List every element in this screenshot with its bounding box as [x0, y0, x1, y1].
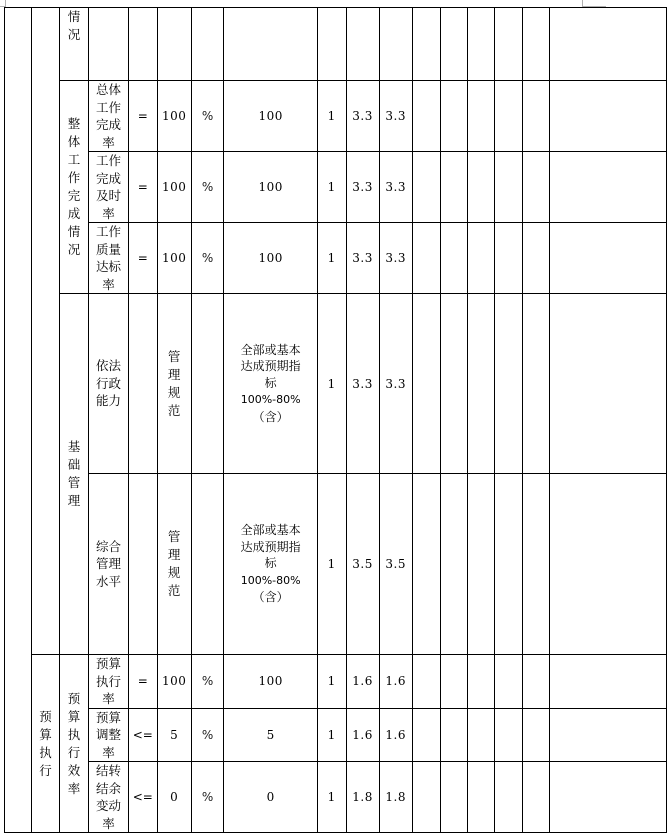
empty-cell: [440, 474, 467, 655]
score-max-cell: 1.6: [346, 708, 379, 762]
score-max-cell: 3.3: [346, 152, 379, 223]
empty-cell: [494, 81, 522, 152]
empty-cell: [494, 474, 522, 655]
level3-cell: 整体工作完成情况: [60, 81, 89, 294]
standard-cell: 全部或基本达成预期指标 100%-80% （含）: [224, 294, 318, 474]
level3-cell: 情况: [60, 8, 89, 81]
unit-cell: %: [191, 708, 223, 762]
indicator-cell: 综合管理水平: [88, 474, 128, 655]
page-corner-mark-right: [582, 0, 606, 7]
direction-cell: [129, 474, 157, 655]
score-max-cell: 1.6: [346, 655, 379, 709]
standard-cell: 100: [224, 152, 318, 223]
unit-cell: [191, 294, 223, 474]
empty-cell: [522, 152, 549, 223]
empty-cell: [522, 8, 549, 81]
indicator-cell: [88, 8, 128, 81]
empty-cell: [467, 8, 494, 81]
unit-cell: %: [191, 762, 223, 833]
level3-cell: 基础管理: [60, 294, 89, 655]
standard-cell: [224, 8, 318, 81]
standard-cell: 5: [224, 708, 318, 762]
performance-evaluation-table: [4, 7, 667, 833]
direction-cell: =: [129, 655, 157, 709]
empty-cell: [522, 294, 549, 474]
table-row: [5, 655, 667, 709]
remark-cell: [549, 294, 666, 474]
empty-cell: [494, 708, 522, 762]
empty-cell: [412, 655, 440, 709]
empty-cell: [440, 655, 467, 709]
empty-cell: [467, 655, 494, 709]
table-row: [5, 294, 667, 474]
empty-cell: [440, 223, 467, 294]
value-cell: 5: [157, 708, 191, 762]
remark-cell: [549, 81, 666, 152]
table-row: [5, 474, 667, 655]
standard-cell: 全部或基本达成预期指标 100%-80% （含）: [224, 474, 318, 655]
value-cell: 100: [157, 223, 191, 294]
empty-cell: [467, 708, 494, 762]
indicator-cell: 总体工作完成率: [88, 81, 128, 152]
weight-cell: 1: [317, 152, 346, 223]
weight-cell: 1: [317, 294, 346, 474]
empty-cell: [522, 474, 549, 655]
direction-cell: <=: [129, 762, 157, 833]
indicator-cell: 工作质量达标率: [88, 223, 128, 294]
table-row: [5, 708, 667, 762]
value-cell: 100: [157, 81, 191, 152]
empty-cell: [412, 152, 440, 223]
empty-cell: [467, 474, 494, 655]
score-cell: 1.6: [379, 655, 412, 709]
indicator-cell: 工作完成及时率: [88, 152, 128, 223]
unit-cell: [191, 8, 223, 81]
weight-cell: [317, 8, 346, 81]
remark-cell: [549, 8, 666, 81]
score-cell: 3.3: [379, 81, 412, 152]
direction-cell: <=: [129, 708, 157, 762]
level1-cell: [5, 8, 32, 833]
level3-cell: 预算执行效率: [60, 655, 89, 833]
empty-cell: [494, 8, 522, 81]
weight-cell: 1: [317, 762, 346, 833]
empty-cell: [440, 294, 467, 474]
direction-cell: =: [129, 223, 157, 294]
weight-cell: 1: [317, 708, 346, 762]
value-cell: 0: [157, 762, 191, 833]
unit-cell: %: [191, 655, 223, 709]
empty-cell: [412, 762, 440, 833]
direction-cell: [129, 294, 157, 474]
table-row: [5, 223, 667, 294]
empty-cell: [494, 294, 522, 474]
score-max-cell: 3.3: [346, 223, 379, 294]
score-cell: 3.5: [379, 474, 412, 655]
unit-cell: %: [191, 152, 223, 223]
score-max-cell: 3.3: [346, 81, 379, 152]
indicator-cell: 预算调整率: [88, 708, 128, 762]
empty-cell: [494, 655, 522, 709]
remark-cell: [549, 474, 666, 655]
weight-cell: 1: [317, 474, 346, 655]
weight-cell: 1: [317, 223, 346, 294]
table-row: [5, 152, 667, 223]
page-corner-mark-left: [0, 0, 6, 7]
unit-cell: [191, 474, 223, 655]
remark-cell: [549, 655, 666, 709]
empty-cell: [522, 223, 549, 294]
empty-cell: [494, 152, 522, 223]
empty-cell: [467, 294, 494, 474]
indicator-cell: 依法行政能力: [88, 294, 128, 474]
value-cell: [157, 8, 191, 81]
indicator-cell: 预算执行率: [88, 655, 128, 709]
table-row: [5, 762, 667, 833]
empty-cell: [467, 152, 494, 223]
remark-cell: [549, 762, 666, 833]
empty-cell: [440, 81, 467, 152]
direction-cell: =: [129, 152, 157, 223]
empty-cell: [522, 708, 549, 762]
value-cell: 管理规范: [157, 294, 191, 474]
weight-cell: 1: [317, 655, 346, 709]
score-max-cell: 1.8: [346, 762, 379, 833]
direction-cell: =: [129, 81, 157, 152]
empty-cell: [522, 81, 549, 152]
remark-cell: [549, 223, 666, 294]
level2-cell: [32, 8, 60, 655]
empty-cell: [412, 294, 440, 474]
table-row: [5, 8, 667, 81]
empty-cell: [522, 762, 549, 833]
empty-cell: [467, 762, 494, 833]
score-cell: 1.6: [379, 708, 412, 762]
score-cell: 3.3: [379, 223, 412, 294]
empty-cell: [522, 655, 549, 709]
score-max-cell: [346, 8, 379, 81]
empty-cell: [440, 152, 467, 223]
empty-cell: [467, 223, 494, 294]
unit-cell: %: [191, 81, 223, 152]
empty-cell: [412, 223, 440, 294]
table-row: [5, 81, 667, 152]
remark-cell: [549, 708, 666, 762]
empty-cell: [412, 708, 440, 762]
standard-cell: 0: [224, 762, 318, 833]
value-cell: 100: [157, 655, 191, 709]
empty-cell: [412, 8, 440, 81]
indicator-cell: 结转结余变动率: [88, 762, 128, 833]
empty-cell: [494, 223, 522, 294]
empty-cell: [412, 81, 440, 152]
standard-cell: 100: [224, 81, 318, 152]
direction-cell: [129, 8, 157, 81]
level2-cell: 预算执行: [32, 655, 60, 833]
standard-cell: 100: [224, 223, 318, 294]
score-max-cell: 3.5: [346, 474, 379, 655]
empty-cell: [440, 8, 467, 81]
score-cell: 3.3: [379, 152, 412, 223]
value-cell: 管理规范: [157, 474, 191, 655]
unit-cell: %: [191, 223, 223, 294]
empty-cell: [440, 708, 467, 762]
empty-cell: [412, 474, 440, 655]
score-cell: 3.3: [379, 294, 412, 474]
score-max-cell: 3.3: [346, 294, 379, 474]
standard-cell: 100: [224, 655, 318, 709]
remark-cell: [549, 152, 666, 223]
score-cell: 1.8: [379, 762, 412, 833]
weight-cell: 1: [317, 81, 346, 152]
empty-cell: [494, 762, 522, 833]
value-cell: 100: [157, 152, 191, 223]
score-cell: [379, 8, 412, 81]
empty-cell: [440, 762, 467, 833]
empty-cell: [467, 81, 494, 152]
